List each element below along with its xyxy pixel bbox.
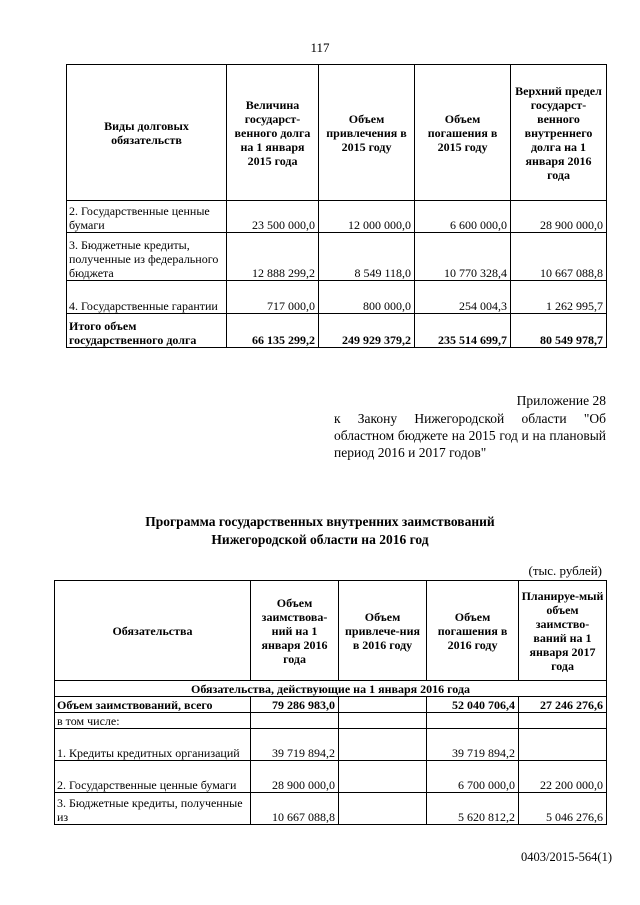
debt-table [66,64,607,348]
row-label: Итого объем государственного долга [67,314,227,348]
debt-table-header-row [67,65,607,201]
header-debt-type: Виды долговых обязательств [67,65,227,201]
section-row [55,681,607,697]
cell-value: 5 046 276,6 [519,793,607,825]
header-repayment-2016: Объем погашения в 2016 году [427,581,519,681]
table-row [55,761,607,793]
page-number: 117 [310,40,330,55]
cell-value: 39 719 894,2 [427,729,519,761]
cell-value [519,729,607,761]
cell-value: 254 004,3 [415,281,511,314]
row-label: Объем заимствований, всего [55,697,251,713]
cell-value: 10 667 088,8 [511,233,607,281]
row-label: 3. Бюджетные кредиты, полученные из [55,793,251,825]
cell-value: 800 000,0 [319,281,415,314]
cell-value: 28 900 000,0 [251,761,339,793]
appendix-title: Приложение 28 [516,393,606,408]
header-borrowings-2016: Объем заимствова-ний на 1 января 2016 года [251,581,339,681]
header-obligations: Обязательства [55,581,251,681]
total-row [67,314,607,348]
table-row [67,201,607,233]
table-row [67,281,607,314]
cell-value: 10 667 088,8 [251,793,339,825]
including-row [55,713,607,729]
row-label: 1. Кредиты кредитных организаций [55,729,251,761]
cell-value: 66 135 299,2 [227,314,319,348]
cell-value: 39 719 894,2 [251,729,339,761]
cell-value: 6 600 000,0 [415,201,511,233]
program-title [0,513,640,549]
appendix-body: к Закону Нижегородской области "Об областном бюджете на 2015 год и на плановый период 2016 и 2017 годов" [334,411,606,460]
row-label: 4. Государственные гарантии [67,281,227,314]
cell-value: 28 900 000,0 [511,201,607,233]
borrowing-table [54,580,607,825]
cell-value: 249 929 379,2 [319,314,415,348]
header-planned-2017: Планируе-мый объем заимство-ваний на 1 января 2017 года [519,581,607,681]
table-row [55,793,607,825]
cell-value: 235 514 699,7 [415,314,511,348]
cell-value: 5 620 812,2 [427,793,519,825]
cell-value: 23 500 000,0 [227,201,319,233]
row-label: 2. Государственные ценные бумаги [67,201,227,233]
cell-value: 12 000 000,0 [319,201,415,233]
cell-value: 8 549 118,0 [319,233,415,281]
header-attraction-2015: Объем привлечения в 2015 году [319,65,415,201]
header-upper-limit-2016: Верхний предел государст-венного внутреннего долга на 1 января 2016 года [511,65,607,201]
total-row [55,697,607,713]
header-attraction-2016: Объем привлече-ния в 2016 году [339,581,427,681]
cell-value [339,761,427,793]
cell-value: 79 286 983,0 [251,697,339,713]
program-title-line1: Программа государственных внутренних заимствований [145,514,495,529]
cell-value: 22 200 000,0 [519,761,607,793]
document-code: 0403/2015-564(1) [521,850,612,864]
cell-value: 27 246 276,6 [519,697,607,713]
cell-value: 717 000,0 [227,281,319,314]
borrowing-table-header-row [55,581,607,681]
table-row [55,729,607,761]
cell-value: 52 040 706,4 [427,697,519,713]
row-label: 3. Бюджетные кредиты, полученные из федерального бюджета [67,233,227,281]
units-label: (тыс. рублей) [528,563,602,578]
section-label: Обязательства, действующие на 1 января 2016 года [55,681,607,697]
including-label: в том числе: [55,713,251,729]
cell-value [339,697,427,713]
program-title-line2: Нижегородской области на 2016 год [211,532,429,547]
cell-value [339,729,427,761]
header-repayment-2015: Объем погашения в 2015 году [415,65,511,201]
header-debt-amount-2015: Величина государст-венного долга на 1 января 2015 года [227,65,319,201]
cell-value: 6 700 000,0 [427,761,519,793]
row-label: 2. Государственные ценные бумаги [55,761,251,793]
cell-value: 80 549 978,7 [511,314,607,348]
cell-value: 12 888 299,2 [227,233,319,281]
cell-value [339,793,427,825]
table-row [67,233,607,281]
cell-value: 10 770 328,4 [415,233,511,281]
cell-value: 1 262 995,7 [511,281,607,314]
